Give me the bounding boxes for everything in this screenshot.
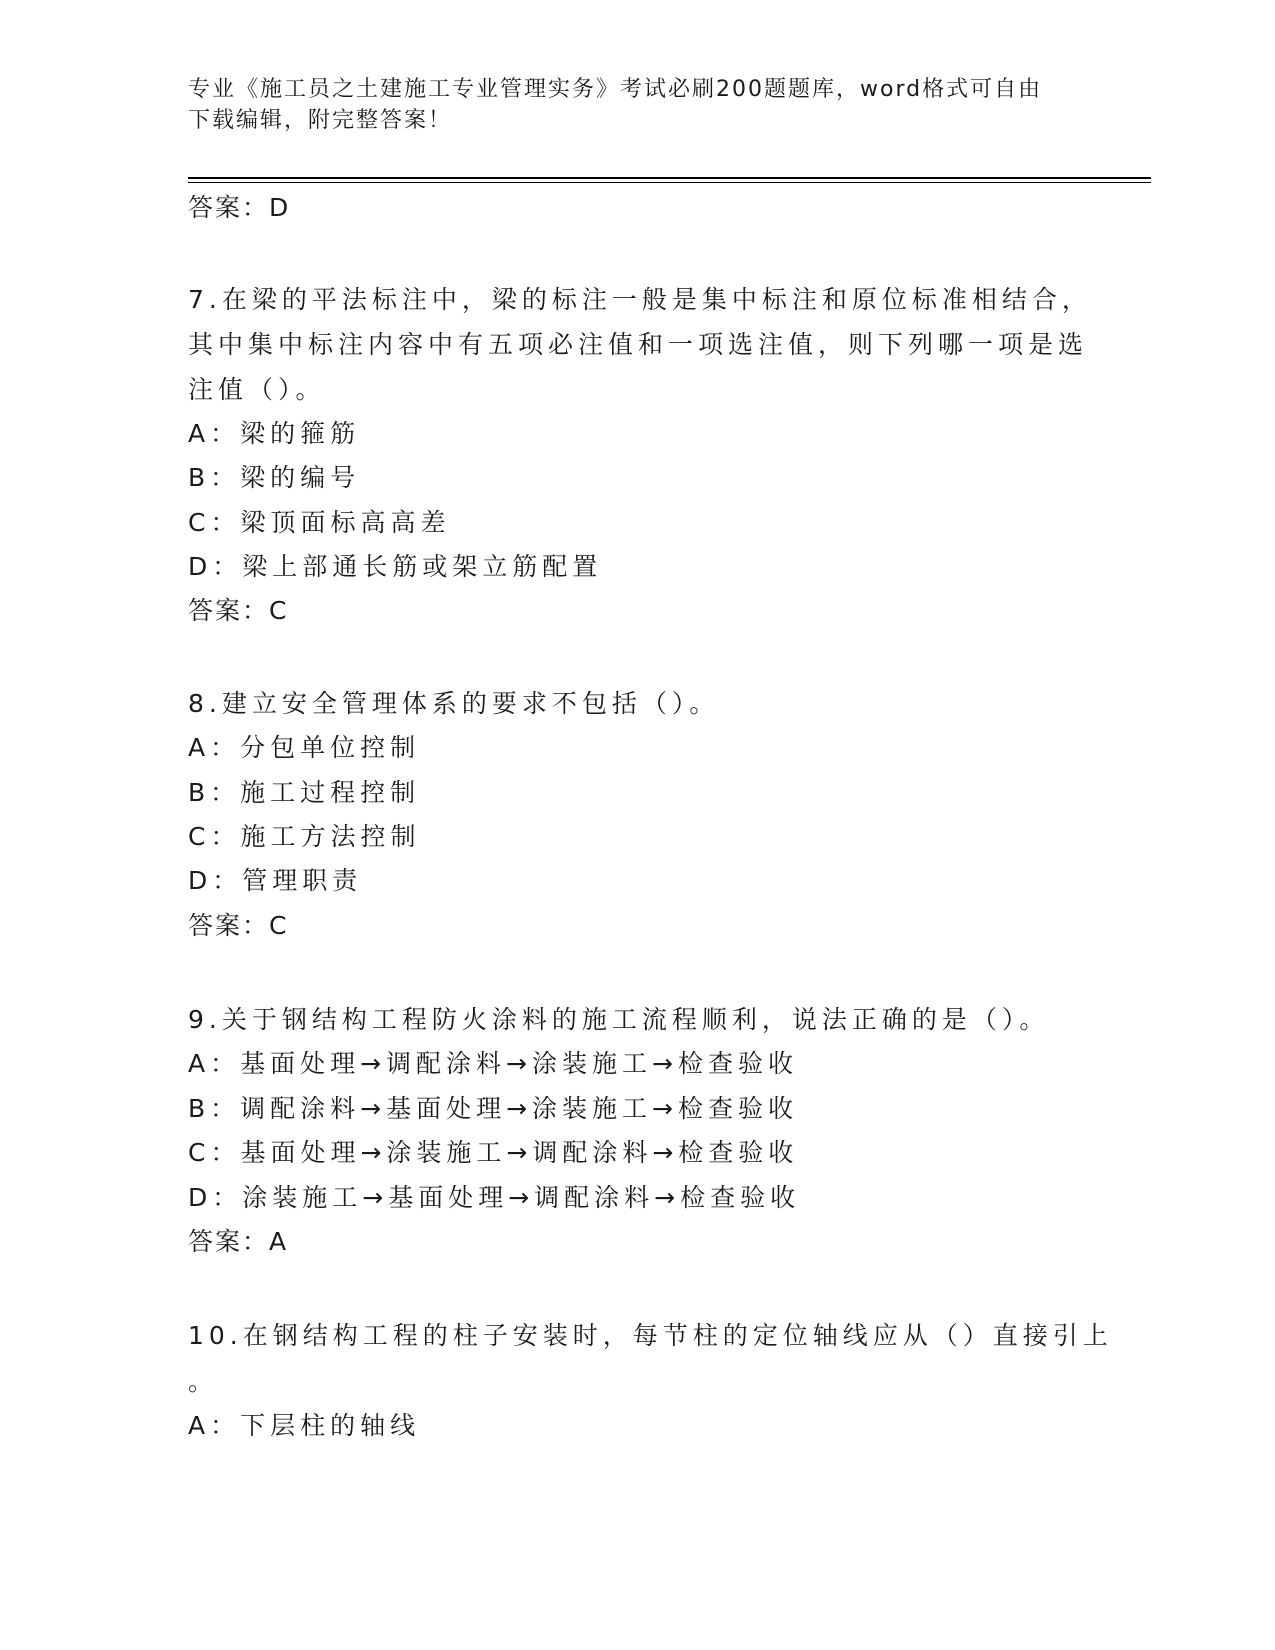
question-7-option-b: B：梁的编号	[188, 463, 361, 492]
question-9-option-c: C：基面处理→涂装施工→调配涂料→检查验收	[188, 1138, 799, 1167]
question-9-stem-line-1: 9.关于钢结构工程防火涂料的施工流程顺利，说法正确的是（）。	[188, 1005, 1050, 1034]
question-7-option-d: D：梁上部通长筋或架立筋配置	[188, 552, 603, 581]
answer-q9: 答案：A	[188, 1227, 289, 1256]
header-rule-thick	[188, 177, 1151, 179]
question-10-option-a: A：下层柱的轴线	[188, 1411, 421, 1440]
question-7-option-a: A：梁的箍筋	[188, 419, 361, 448]
header-rule-thin	[188, 182, 1151, 183]
question-8-option-c: C：施工方法控制	[188, 822, 421, 851]
question-7-stem-line-1: 7.在梁的平法标注中，梁的标注一般是集中标注和原位标准相结合，	[188, 285, 1092, 314]
header-line-2: 下载编辑，附完整答案！	[188, 108, 453, 133]
answer-q8: 答案：C	[188, 911, 289, 940]
question-9-option-b: B：调配涂料→基面处理→涂装施工→检查验收	[188, 1094, 798, 1123]
question-7-stem-line-3: 注值（）。	[188, 375, 326, 404]
answer-q7: 答案：C	[188, 596, 289, 625]
question-10-stem-line-1: 10.在钢结构工程的柱子安装时，每节柱的定位轴线应从（）直接引上	[188, 1321, 1113, 1350]
question-8-option-a: A：分包单位控制	[188, 733, 421, 762]
answer-q6: 答案：D	[188, 193, 291, 222]
question-8-option-d: D：管理职责	[188, 866, 363, 895]
question-9-option-d: D：涂装施工→基面处理→调配涂料→检查验收	[188, 1183, 801, 1212]
question-10-stem-line-2: 。	[188, 1367, 219, 1396]
question-7-option-c: C：梁顶面标高高差	[188, 508, 451, 537]
question-8-option-b: B：施工过程控制	[188, 778, 421, 807]
question-9-option-a: A：基面处理→调配涂料→涂装施工→检查验收	[188, 1049, 798, 1078]
question-7-stem-line-2: 其中集中标注内容中有五项必注值和一项选注值，则下列哪一项是选	[188, 330, 1089, 359]
document-header	[188, 74, 1088, 136]
header-line-1: 专业《施工员之土建施工专业管理实务》考试必刷200题题库，word格式可自由	[188, 77, 1043, 102]
question-8-stem-line-1: 8.建立安全管理体系的要求不包括（）。	[188, 689, 720, 718]
